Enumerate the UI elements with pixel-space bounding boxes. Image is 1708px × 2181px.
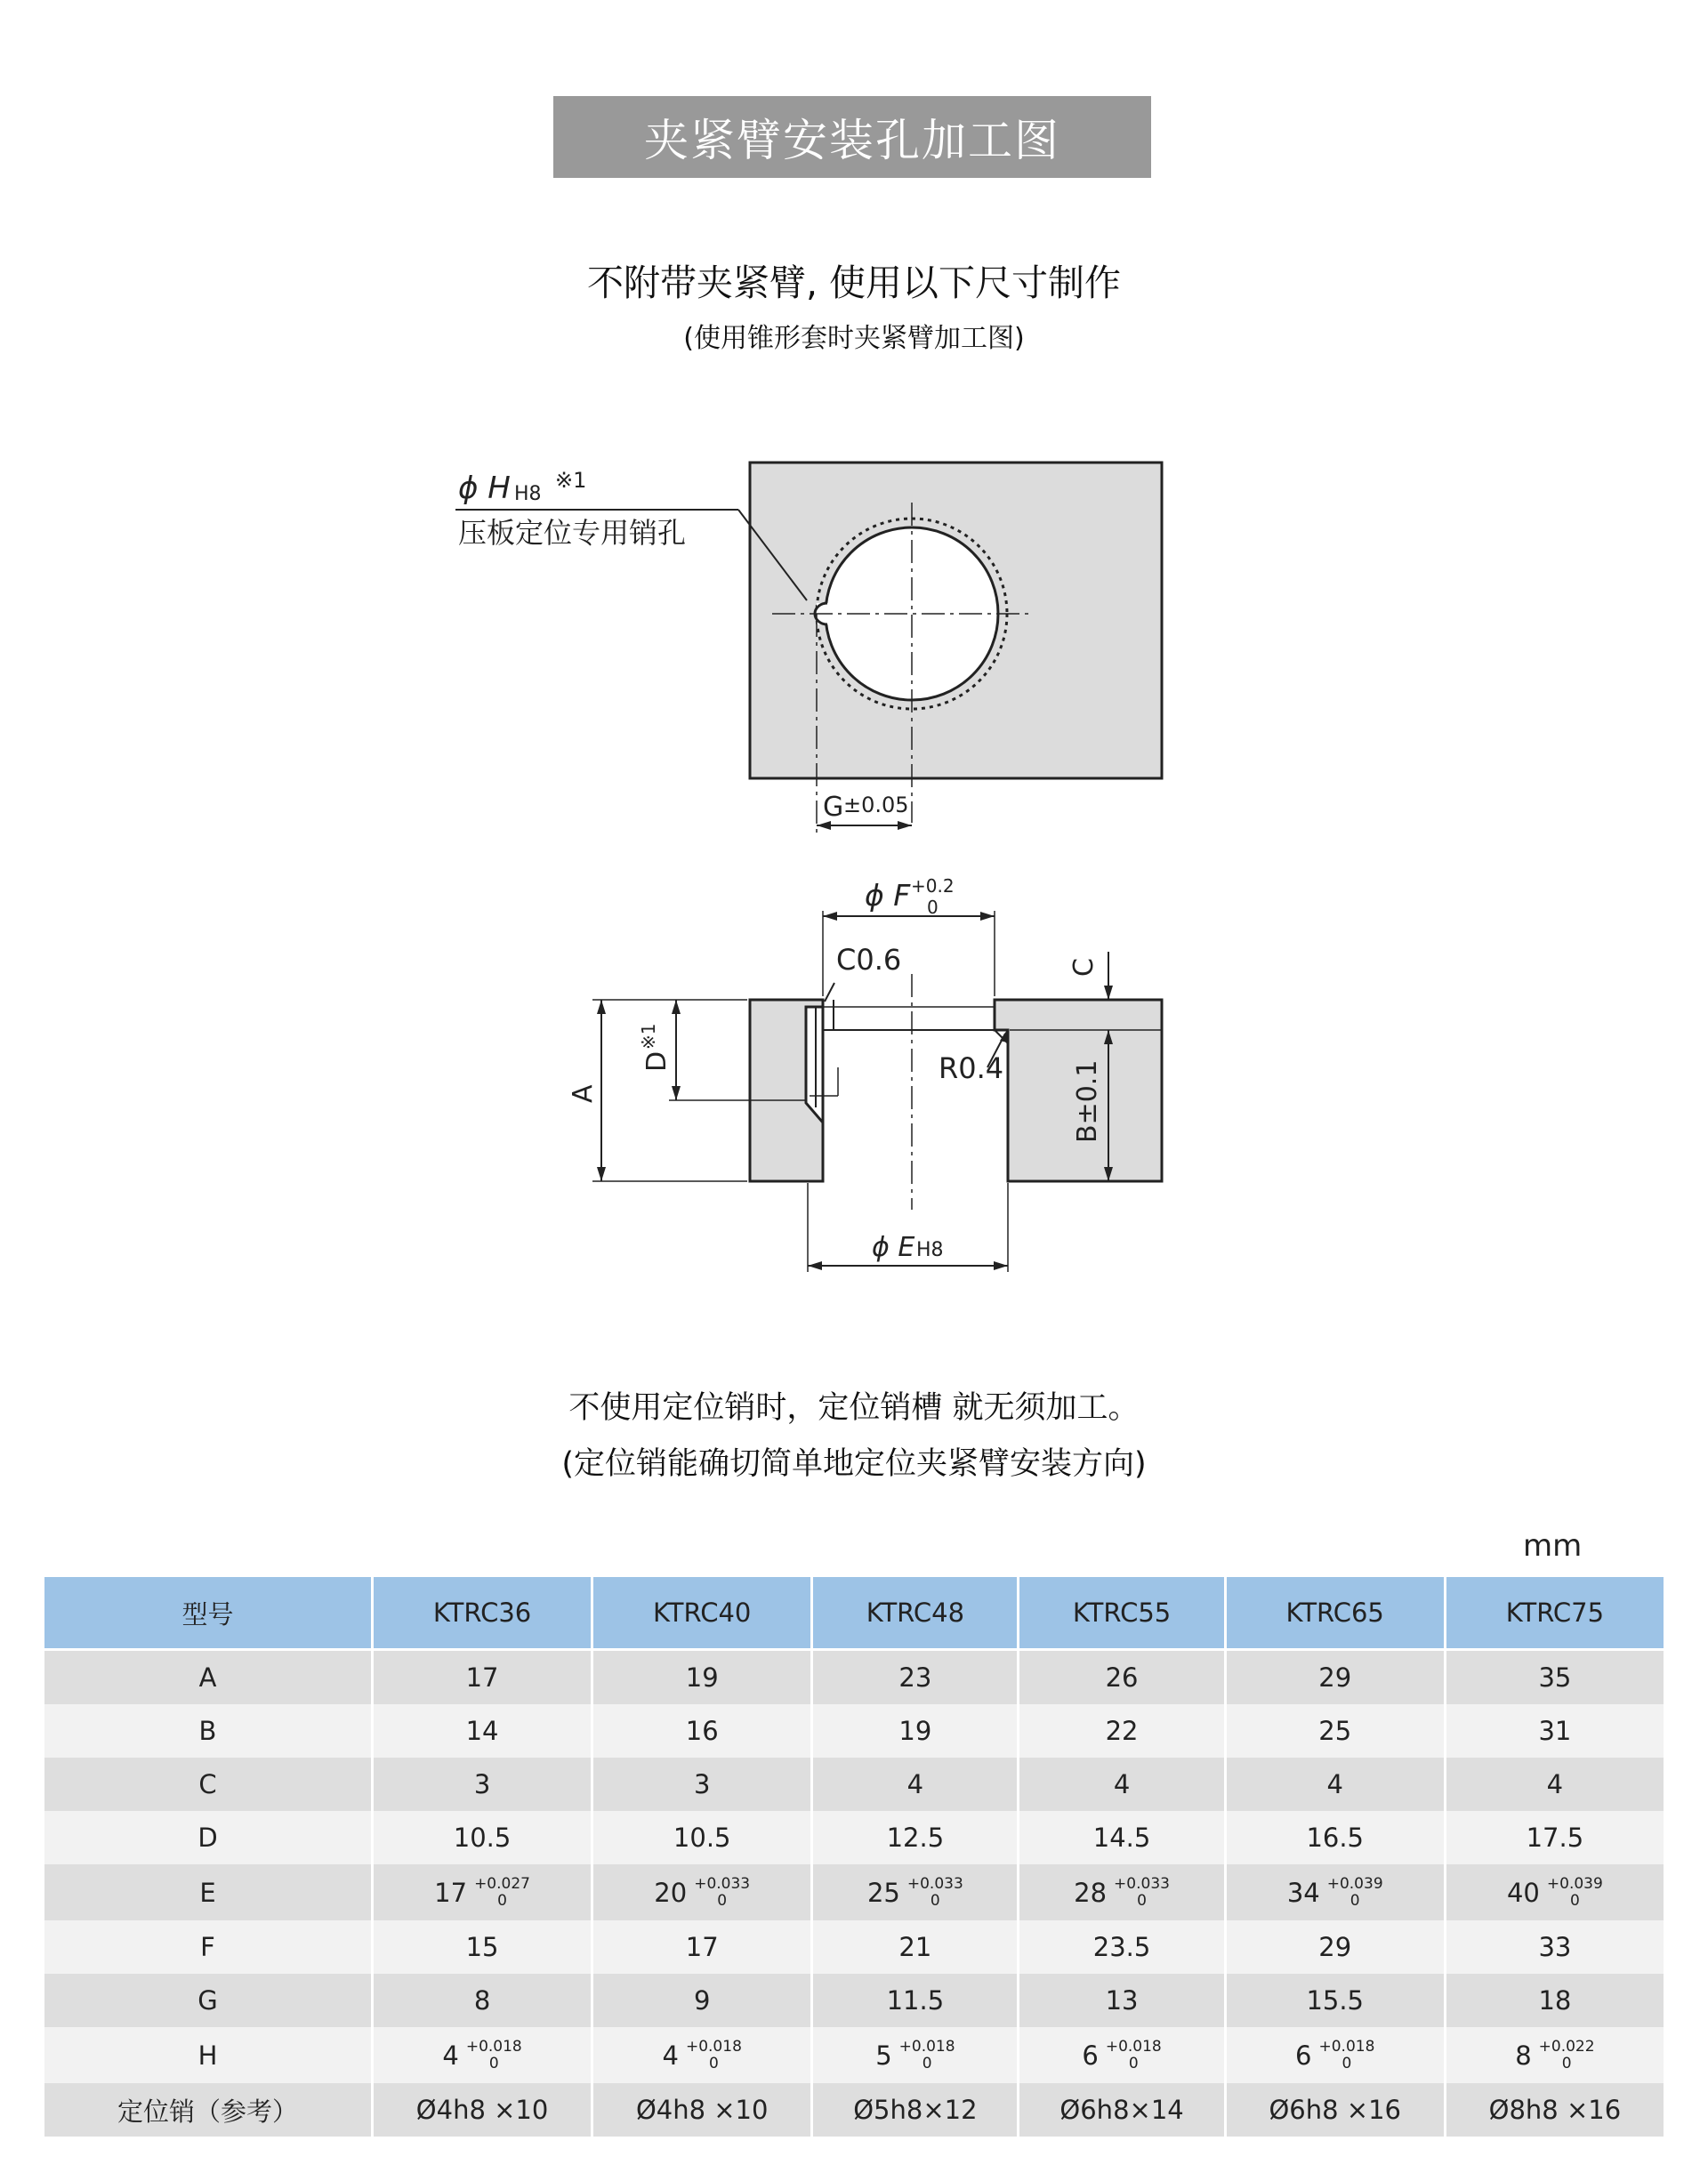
table-cell — [1446, 1864, 1664, 1920]
tolerance-upper: +0.018 — [1318, 2037, 1375, 2056]
dim-d-note-mark: ※1 — [638, 1023, 659, 1050]
dim-a-label: A — [568, 1084, 599, 1103]
tolerance — [907, 1876, 963, 1910]
table-cell: 3 — [593, 1758, 810, 1811]
note-line-2: (定位销能确切简单地定位夹紧臂安装方向) — [561, 1446, 1147, 1482]
row-label: C — [44, 1758, 371, 1811]
table-row — [44, 1974, 1664, 2027]
table-row — [44, 2027, 1664, 2083]
table-cell: 35 — [1446, 1651, 1664, 1704]
table-row — [44, 1920, 1664, 1974]
dim-d-label: D — [641, 1050, 673, 1072]
table-cell: 8 — [374, 1974, 591, 2027]
tolerance — [686, 2039, 742, 2072]
table-cell: 15.5 — [1227, 1974, 1444, 2027]
table-cell: 11.5 — [813, 1974, 1017, 2027]
table-cell — [1446, 2027, 1664, 2083]
tolerance-upper: +0.033 — [906, 1874, 963, 1893]
dim-f-label: ϕ F — [865, 878, 911, 913]
table-header-cell: KTRC55 — [1019, 1577, 1223, 1651]
tolerance-upper: +0.033 — [1114, 1874, 1170, 1893]
tolerance — [1327, 1876, 1383, 1910]
row-label: H — [44, 2027, 371, 2083]
table-cell: 17 — [374, 1651, 591, 1704]
row-label: F — [44, 1920, 371, 1974]
table-row — [44, 1864, 1664, 1920]
table-cell: 22 — [1019, 1704, 1223, 1758]
tolerance-lower: 0 — [1128, 2054, 1139, 2072]
table-cell: 18 — [1446, 1974, 1664, 2027]
table-cell — [593, 2027, 810, 2083]
dim-b-label: B±0.1 — [1072, 1059, 1103, 1143]
radius-label: R0.4 — [939, 1051, 1004, 1085]
table-cell: 9 — [593, 1974, 810, 2027]
tolerance-lower: 0 — [1349, 1891, 1360, 1910]
table-cell: 4 — [1227, 1758, 1444, 1811]
pin-hole-note-mark: ※1 — [555, 468, 587, 493]
table-cell: 16 — [593, 1704, 810, 1758]
table-cell — [374, 2027, 591, 2083]
tolerance-lower: 0 — [1341, 2054, 1352, 2072]
table-cell — [813, 1864, 1017, 1920]
intro-subheading: (使用锥形套时夹紧臂加工图) — [683, 323, 1025, 354]
table-header-cell: KTRC65 — [1227, 1577, 1444, 1651]
table-header-row — [44, 1577, 1664, 1651]
dim-g-tolerance: ±0.05 — [843, 793, 909, 817]
table-cell — [1019, 1864, 1223, 1920]
tolerance-lower: 0 — [1569, 1891, 1580, 1910]
table-cell: 10.5 — [374, 1811, 591, 1864]
tolerance-lower: 0 — [717, 1891, 728, 1910]
dimension-table — [42, 1577, 1666, 2137]
table-cell: 23.5 — [1019, 1920, 1223, 1974]
tolerance-upper: +0.027 — [474, 1874, 530, 1893]
nominal-value: 40 — [1506, 1877, 1540, 1908]
table-cell: 21 — [813, 1920, 1017, 1974]
pin-hole-description: 压板定位专用销孔 — [458, 516, 687, 550]
pin-hole-symbol: ϕ H — [458, 471, 511, 506]
table-cell: 12.5 — [813, 1811, 1017, 1864]
table-cell: 29 — [1227, 1651, 1444, 1704]
table-cell: Ø8h8 ×16 — [1446, 2083, 1664, 2137]
table-cell: 15 — [374, 1920, 591, 1974]
tolerance-lower: 0 — [497, 1891, 507, 1910]
table-cell: 4 — [1019, 1758, 1223, 1811]
nominal-value: 6 — [1082, 2040, 1099, 2071]
table-row — [44, 1811, 1664, 1864]
table-cell: 10.5 — [593, 1811, 810, 1864]
tolerance-upper: +0.033 — [694, 1874, 751, 1893]
page-title: 夹紧臂安装孔加工图 — [553, 96, 1151, 178]
tolerance — [1547, 1876, 1603, 1910]
tolerance — [899, 2039, 955, 2072]
table-cell: 29 — [1227, 1920, 1444, 1974]
dim-c-label: C — [1068, 958, 1100, 977]
table-cell: 17 — [593, 1920, 810, 1974]
tolerance-lower: 0 — [1137, 1891, 1147, 1910]
tolerance-lower: 0 — [488, 2054, 499, 2072]
nominal-value: 25 — [866, 1877, 900, 1908]
technical-drawing — [427, 436, 1192, 1290]
tolerance — [694, 1876, 750, 1910]
tolerance — [1318, 2039, 1374, 2072]
tolerance-lower: 0 — [709, 2054, 719, 2072]
tolerance-upper: +0.018 — [898, 2037, 955, 2056]
table-cell: 4 — [1446, 1758, 1664, 1811]
note-line-1: 不使用定位销时，定位销槽 就无须加工。 — [568, 1390, 1140, 1426]
tolerance — [474, 1876, 530, 1910]
tolerance-upper: +0.039 — [1326, 1874, 1383, 1893]
table-row — [44, 1651, 1664, 1704]
tolerance-upper: +0.022 — [1538, 2037, 1595, 2056]
table-cell — [1227, 2027, 1444, 2083]
tolerance-upper: +0.018 — [1105, 2037, 1162, 2056]
chamfer-label: C0.6 — [836, 943, 902, 977]
table-cell — [1227, 1864, 1444, 1920]
table-cell: Ø4h8 ×10 — [374, 2083, 591, 2137]
row-label: 定位销（参考） — [44, 2083, 371, 2137]
nominal-value: 17 — [434, 1877, 468, 1908]
table-cell: 23 — [813, 1651, 1017, 1704]
tolerance-upper: +0.039 — [1546, 1874, 1603, 1893]
nominal-value: 6 — [1295, 2040, 1312, 2071]
nominal-value: 34 — [1286, 1877, 1320, 1908]
tolerance — [1114, 1876, 1170, 1910]
tolerance-lower: 0 — [930, 1891, 940, 1910]
table-cell: 13 — [1019, 1974, 1223, 2027]
tolerance-upper: +0.018 — [685, 2037, 742, 2056]
table-cell: 16.5 — [1227, 1811, 1444, 1864]
unit-label: mm — [1523, 1528, 1583, 1564]
table-cell: 25 — [1227, 1704, 1444, 1758]
nominal-value: 20 — [654, 1877, 688, 1908]
nominal-value: 8 — [1515, 2040, 1532, 2071]
tolerance — [466, 2039, 522, 2072]
table-row — [44, 1704, 1664, 1758]
table-cell: 19 — [813, 1704, 1017, 1758]
tolerance-lower: 0 — [1561, 2054, 1572, 2072]
tolerance-lower: 0 — [922, 2054, 932, 2072]
tolerance — [1539, 2039, 1595, 2072]
table-cell: 14.5 — [1019, 1811, 1223, 1864]
table-cell: 33 — [1446, 1920, 1664, 1974]
dim-f-tol-lower: 0 — [927, 897, 939, 918]
row-label: A — [44, 1651, 371, 1704]
nominal-value: 28 — [1074, 1877, 1108, 1908]
table-cell: 3 — [374, 1758, 591, 1811]
table-body — [44, 1651, 1664, 2137]
dim-e-fit: H8 — [916, 1239, 944, 1261]
table-cell — [593, 1864, 810, 1920]
dim-e-label: ϕ E — [872, 1232, 915, 1263]
intro-heading: 不附带夹紧臂, 使用以下尺寸制作 — [586, 262, 1122, 304]
table-cell — [374, 1864, 591, 1920]
table-cell: 14 — [374, 1704, 591, 1758]
nominal-value: 5 — [875, 2040, 892, 2071]
dim-g-label: G — [823, 792, 844, 823]
table-row — [44, 2083, 1664, 2137]
row-label: B — [44, 1704, 371, 1758]
row-label: D — [44, 1811, 371, 1864]
table-cell: 26 — [1019, 1651, 1223, 1704]
table-cell: Ø4h8 ×10 — [593, 2083, 810, 2137]
table-cell: Ø6h8×14 — [1019, 2083, 1223, 2137]
table-header-cell: KTRC48 — [813, 1577, 1017, 1651]
table-row — [44, 1758, 1664, 1811]
tolerance — [1106, 2039, 1162, 2072]
tolerance-upper: +0.018 — [465, 2037, 522, 2056]
table-cell — [1019, 2027, 1223, 2083]
table-cell: 17.5 — [1446, 1811, 1664, 1864]
table-header-cell: KTRC36 — [374, 1577, 591, 1651]
table-cell: 31 — [1446, 1704, 1664, 1758]
table-cell: 19 — [593, 1651, 810, 1704]
table-cell: Ø5h8×12 — [813, 2083, 1017, 2137]
table-cell — [813, 2027, 1017, 2083]
nominal-value: 4 — [662, 2040, 679, 2071]
row-label: G — [44, 1974, 371, 2027]
pin-hole-fit: H8 — [514, 483, 542, 505]
table-header-cell: 型号 — [44, 1577, 371, 1651]
table-cell: Ø6h8 ×16 — [1227, 2083, 1444, 2137]
row-label: E — [44, 1864, 371, 1920]
table-header-cell: KTRC40 — [593, 1577, 810, 1651]
nominal-value: 4 — [442, 2040, 459, 2071]
table-cell: 4 — [813, 1758, 1017, 1811]
table-header-cell: KTRC75 — [1446, 1577, 1664, 1651]
dim-f-tol-upper: +0.2 — [911, 875, 955, 897]
